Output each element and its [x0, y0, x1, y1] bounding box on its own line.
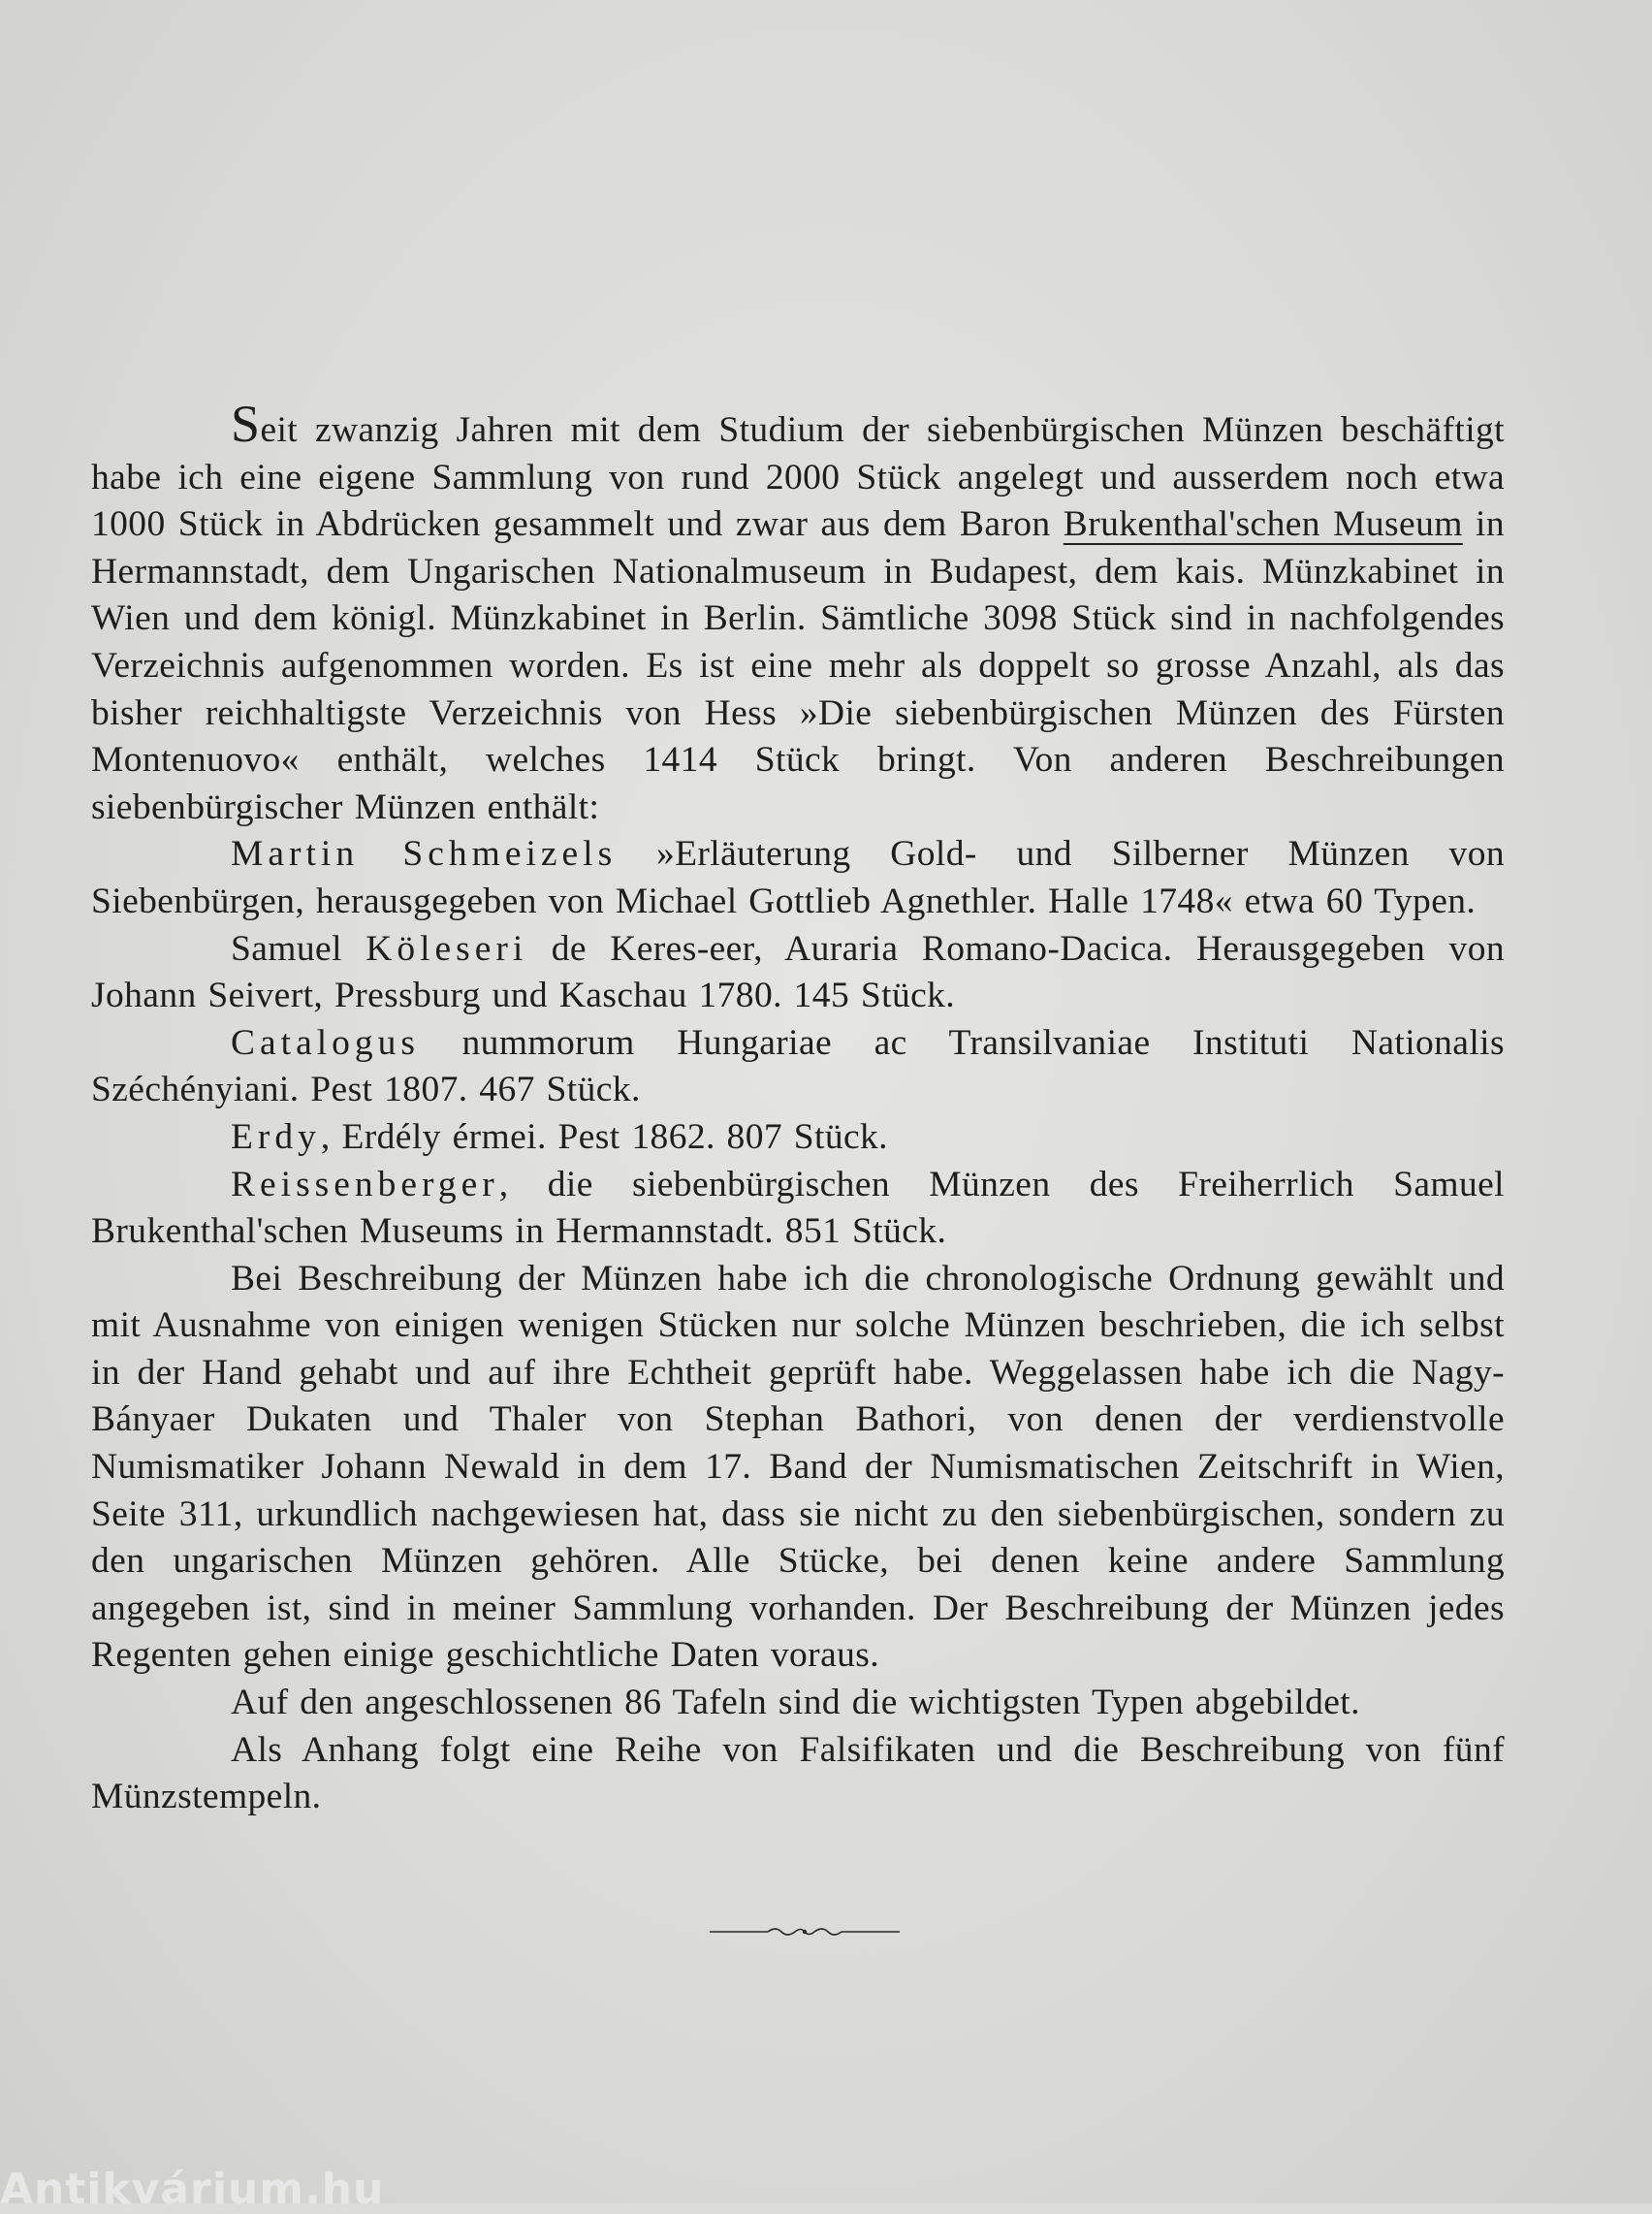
drop-cap: S — [231, 395, 261, 453]
appendix-paragraph: Als Anhang folgt eine Reihe von Falsifikaten und die Beschreibung von fünf Münzstempeln. — [91, 1729, 1505, 1817]
reference-erdy — [91, 1114, 1505, 1162]
reference-author: Martin Schmeizels — [231, 834, 618, 875]
reference-catalogus — [91, 1020, 1505, 1114]
reference-koleseri — [91, 926, 1505, 1020]
reference-author: Erdy — [231, 1116, 321, 1157]
reference-text: de Keres-eer, Auraria Romano-Dacica. Herausgegeben von Johann Seivert, Pressburg und Kaschau 1780. 145 Stück. — [91, 928, 1505, 1016]
reference-schmeizel — [91, 831, 1505, 925]
reference-author: Köleseri — [365, 928, 528, 969]
reference-author: Reissenberger — [231, 1164, 499, 1204]
reference-text: , Erdély érmei. Pest 1862. 807 Stück. — [320, 1116, 888, 1157]
reference-author-prefix: Samuel — [231, 928, 366, 969]
reference-text: »Erläuterung Gold- und Silberner Münzen von Siebenbürgen, herausgegeben von Michael Gottlieb Agnethler. Halle 1748« etwa 60 Typen. — [91, 834, 1505, 921]
method-paragraph: Bei Beschreibung der Münzen habe ich die chronologische Ordnung gewählt und mit Ausnahme von einigen wenigen Stücken nur solche Münzen beschrieben, die ich selbst in der Hand gehabt und auf ihre Echtheit geprüft habe. Weggelassen habe ich die Nagy-Bányaer Dukaten und Thaler von Stephan Bathori, von denen der verdienstvolle Numismatiker Johann Newald in dem 17. Band der Numismatischen Zeitschrift in Wien, Seite 311, urkundlich nachgewiesen hat, dass sie nicht zu den siebenbürgischen, sondern zu den ungarischen Münzen gehören. Alle Stücke, bei denen keine andere Sammlung angegeben ist, sind in meiner Sammlung vorhanden. Der Beschreibung der Münzen jedes Regenten gehen einige geschichtliche Daten voraus. — [91, 1258, 1505, 1676]
ornament-divider-icon — [708, 1924, 902, 1940]
underlined-museum-name: Brukenthal'schen Museum — [1063, 504, 1463, 545]
intro-text-end: in Hermannstadt, dem Ungarischen Nationalmuseum in Budapest, dem kais. Münzkabinet in Wien und dem königl. Münzkabinet in Berlin. Sämtliche 3098 Stück sind in nachfolgendes Verzeichnis aufgenommen worden. Es ist eine mehr als doppelt so grosse Anzahl, als das bisher reichhaltigste Verzeichnis von Hess »Die siebenbürgischen Münzen des Fürsten Montenuovo« enthält, welches 1414 Stück bringt. Von anderen Beschreibungen siebenbürgischer Münzen enthält: — [91, 504, 1505, 827]
preface-text — [91, 395, 1505, 1821]
reference-text: , die siebenbürgischen Münzen des Freiherrlich Samuel Brukenthal'schen Museums in Hermannstadt. 851 Stück. — [91, 1164, 1505, 1252]
reference-reissenberger — [91, 1162, 1505, 1256]
intro-text-start: eit zwanzig Jahren mit dem Studium der siebenbürgischen Münzen beschäftigt habe ich eine eigene Sammlung von rund 2000 Stück angelegt und ausserdem noch etwa 1000 Stück in Abdrücken gesammelt und zwar aus dem Baron — [91, 410, 1505, 545]
plates-paragraph: Auf den angeschlossenen 86 Tafeln sind die wichtigsten Typen abgebildet. — [231, 1683, 1360, 1723]
watermark: Antikvárium.hu — [0, 2165, 385, 2214]
reference-text: nummorum Hungariae ac Transilvaniae Instituti Nationalis Széchényiani. Pest 1807. 467 Stück. — [91, 1022, 1505, 1110]
intro-paragraph — [91, 395, 1505, 831]
reference-author: Catalogus — [231, 1022, 420, 1063]
